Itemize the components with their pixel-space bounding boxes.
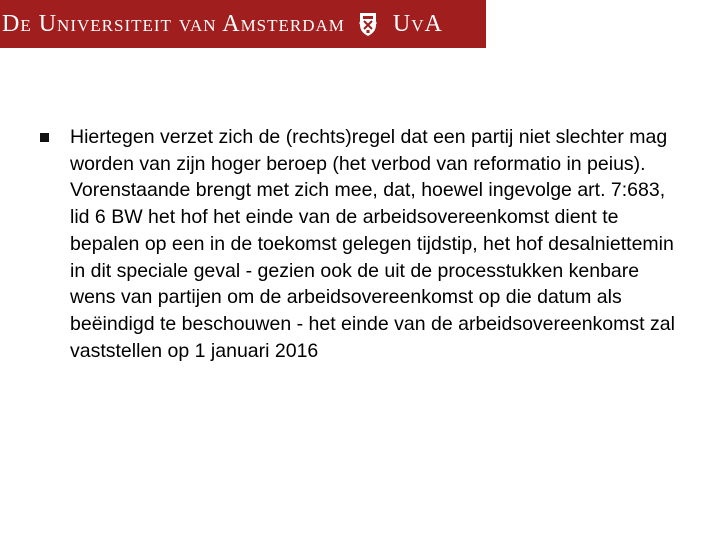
slide-content [40, 124, 690, 364]
banner-abbreviation: UvA [392, 11, 443, 37]
square-bullet-icon [40, 133, 49, 142]
bullet-text: Hiertegen verzet zich de (rechts)regel dat een partij niet slechter mag worden van zijn hoger beroep (het verbod van reformatio in peius). Vorenstaande brengt met zich mee, dat, hoewel ingevolge art. 7:683, lid 6 BW het hof het einde van de arbeidsovereenkomst dient te bepalen op een in de toekomst gelegen tijdstip, het hof desalniettemin in dit speciale geval - gezien ook de uit de processtukken kenbare wens van partijen om de arbeidsovereenkomst op die datum als beëindigd te beschouwen - het einde van de arbeidsovereenkomst zal vaststellen op 1 januari 2016 [70, 126, 675, 362]
uva-crest-icon [357, 11, 379, 37]
banner-title: De Universiteit van Amsterdam [2, 11, 345, 37]
university-banner [0, 0, 486, 48]
bullet-item [40, 124, 690, 364]
